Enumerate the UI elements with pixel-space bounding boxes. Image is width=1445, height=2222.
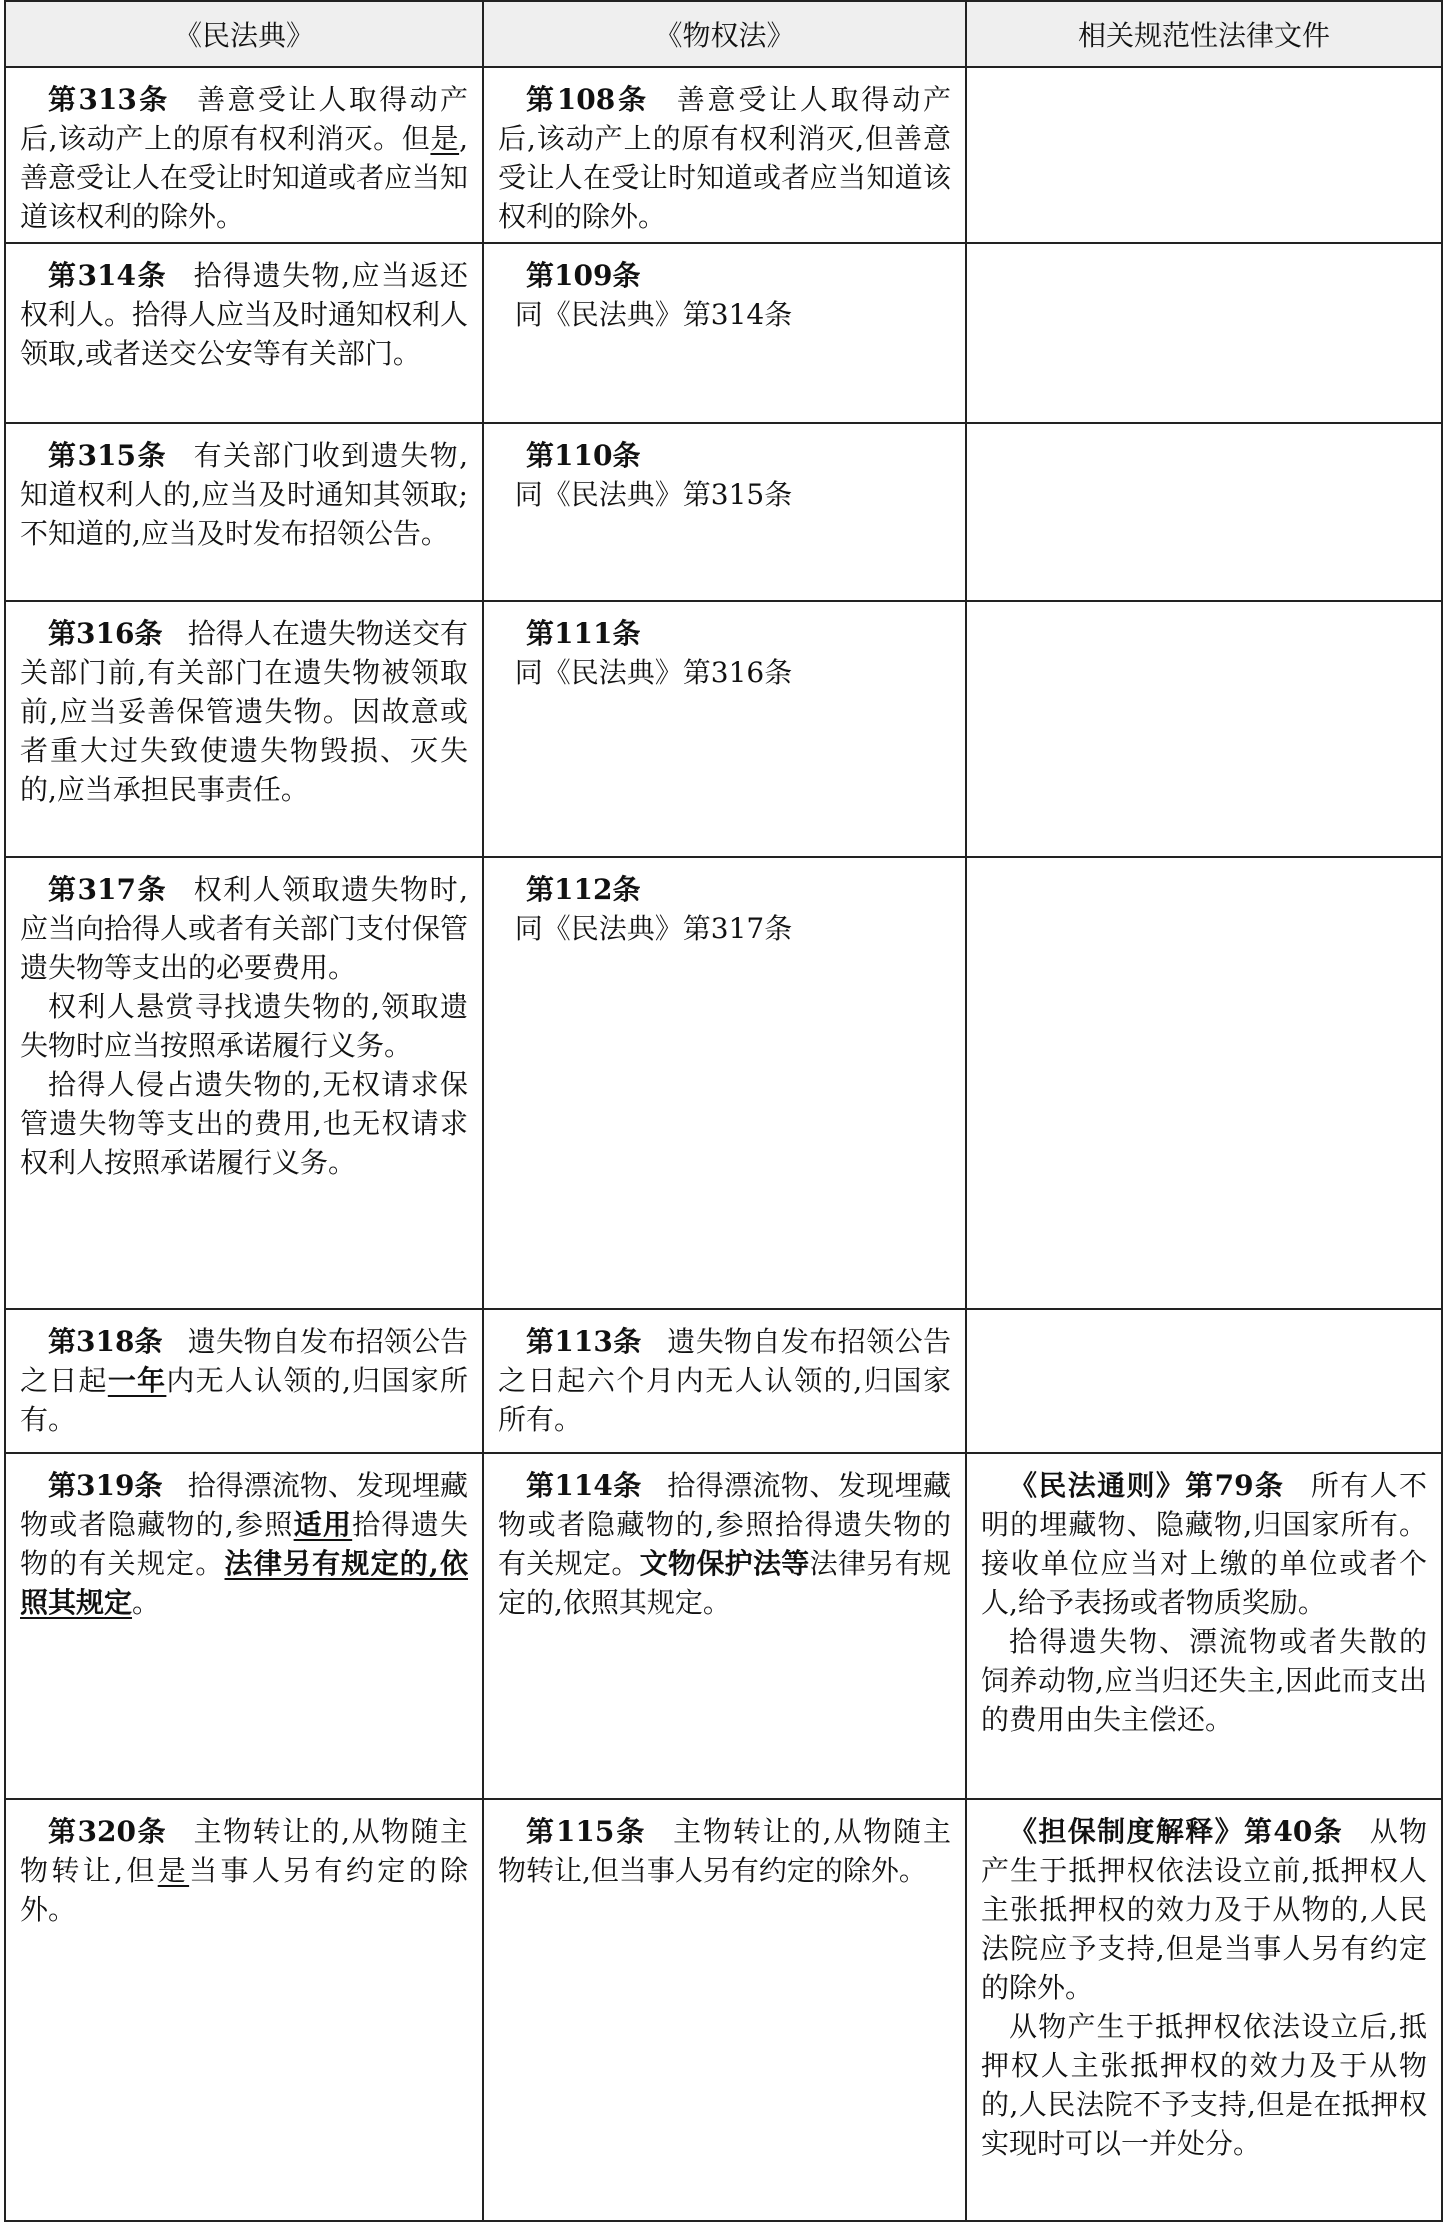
article-paragraph: 拾得人侵占遗失物的,无权请求保管遗失物等支出的费用,也无权请求权利人按照承诺履行义务。: [20, 1068, 468, 1179]
article-number: 第108条: [526, 83, 649, 116]
article-text: 有关部门收到遗失物,知道权利人的,应当及时通知其领取;不知道的,应当及时发布招领公告。: [20, 439, 468, 550]
article-number: 第316条: [48, 617, 163, 650]
article-text: 内无人认领的,归国家所有。: [20, 1364, 468, 1436]
article-text: 同《民法典》第317条: [514, 912, 793, 945]
related-document-cell: [966, 601, 1442, 857]
table-row: [5, 1453, 1442, 1799]
civil-code-cell: [5, 243, 483, 423]
amended-text: 一年: [107, 1364, 167, 1397]
related-document-cell: [966, 423, 1442, 601]
related-document-cell: [966, 857, 1442, 1309]
amended-text: 法律另有规定的,依照其规定: [20, 1547, 468, 1619]
article-number: 第320条: [48, 1815, 167, 1848]
article-text: 当事人另有约定的除外。: [20, 1854, 468, 1926]
article-text: 善意受让人取得动产后,该动产上的原有权利消灭,但善意受让人在受让时知道或者应当知道该权利的除外。: [498, 83, 951, 233]
property-law-cell: [483, 1453, 966, 1799]
document-paragraph: 从物产生于抵押权依法设立后,抵押权人主张抵押权的效力及于从物的,人民法院不予支持,但是在抵押权实现时可以一并处分。: [981, 2010, 1427, 2160]
document-text: 所有人不明的埋藏物、隐藏物,归国家所有。接收单位应当对上缴的单位或者个人,给予表扬或者物质奖励。: [981, 1469, 1427, 1619]
civil-code-cell: [5, 1309, 483, 1453]
article-text: 法律另有规定的,依照其规定。: [498, 1547, 951, 1619]
related-document-cell: [966, 1309, 1442, 1453]
table-header-row: [5, 1, 1442, 67]
article-number: 第112条: [526, 873, 641, 906]
article-text: 拾得遗失物的有关规定。: [20, 1508, 468, 1580]
header-related-documents: 相关规范性法律文件: [966, 1, 1442, 67]
article-text: 拾得人在遗失物送交有关部门前,有关部门在遗失物被领取前,应当妥善保管遗失物。因故意或者重大过失致使遗失物毁损、灭失的,应当承担民事责任。: [20, 617, 468, 806]
article-number: 第313条: [48, 83, 170, 116]
civil-code-cell: [5, 1799, 483, 2221]
property-law-cell: [483, 601, 966, 857]
related-document-cell: [966, 243, 1442, 423]
article-text: 拾得漂流物、发现埋藏物或者隐藏物的,参照拾得遗失物的有关规定。: [498, 1469, 951, 1580]
header-civil-code: 《民法典》: [5, 1, 483, 67]
article-number: 第111条: [526, 617, 641, 650]
civil-code-cell: [5, 1453, 483, 1799]
article-text: 主物转让的,从物随主物转让,但: [20, 1815, 468, 1887]
article-text: 遗失物自发布招领公告之日起六个月内无人认领的,归国家所有。: [498, 1325, 951, 1436]
property-law-cell: [483, 1309, 966, 1453]
document-text: 从物产生于抵押权依法设立前,抵押权人主张抵押权的效力及于从物的,人民法院应予支持,但是当事人另有约定的除外。: [981, 1815, 1427, 2004]
civil-code-cell: [5, 423, 483, 601]
article-number: 第110条: [526, 439, 641, 472]
article-number: 第317条: [48, 873, 167, 906]
article-text: 。: [132, 1586, 161, 1619]
civil-code-cell: [5, 67, 483, 243]
deleted-text: 文物保护法等: [639, 1547, 810, 1580]
article-text: 同《民法典》第315条: [514, 478, 793, 511]
article-number: 第319条: [48, 1469, 163, 1502]
article-number: 第109条: [526, 259, 641, 292]
article-paragraph: 权利人悬赏寻找遗失物的,领取遗失物时应当按照承诺履行义务。: [20, 990, 468, 1062]
amended-text: 适用: [293, 1508, 353, 1541]
property-law-cell: [483, 67, 966, 243]
article-text: 同《民法典》第314条: [514, 298, 793, 331]
article-number: 第113条: [526, 1325, 642, 1358]
article-text: 拾得遗失物,应当返还权利人。拾得人应当及时通知权利人领取,或者送交公安等有关部门。: [20, 259, 469, 370]
article-text: 权利人领取遗失物时,应当向拾得人或者有关部门支付保管遗失物等支出的必要费用。: [20, 873, 469, 984]
table-row: [5, 857, 1442, 1309]
related-document-cell: [966, 1799, 1442, 2221]
article-number: 第318条: [48, 1325, 163, 1358]
property-law-cell: [483, 423, 966, 601]
amended-text: 是: [157, 1854, 190, 1887]
property-law-cell: [483, 1799, 966, 2221]
related-document-cell: [966, 1453, 1442, 1799]
civil-code-cell: [5, 857, 483, 1309]
article-text: 主物转让的,从物随主物转让,但当事人另有约定的除外。: [498, 1815, 951, 1887]
document-source: 《担保制度解释》第40条: [1009, 1815, 1344, 1848]
law-comparison-table: [4, 0, 1443, 2222]
table-row: [5, 601, 1442, 857]
property-law-cell: [483, 243, 966, 423]
table-row: [5, 243, 1442, 423]
header-property-law: 《物权法》: [483, 1, 966, 67]
article-text: 遗失物自发布招领公告之日起: [20, 1325, 468, 1397]
table-row: [5, 67, 1442, 243]
table-row: [5, 1799, 1442, 2221]
document-paragraph: 拾得遗失物、漂流物或者失散的饲养动物,应当归还失主,因此而支出的费用由失主偿还。: [981, 1625, 1427, 1736]
amended-text: 是: [430, 122, 460, 155]
article-number: 第115条: [526, 1815, 647, 1848]
article-number: 第314条: [48, 259, 167, 292]
table-row: [5, 423, 1442, 601]
document-source: 《民法通则》第79条: [1009, 1469, 1285, 1502]
property-law-cell: [483, 857, 966, 1309]
article-number: 第315条: [48, 439, 167, 472]
article-text: 拾得漂流物、发现埋藏物或者隐藏物的,参照: [20, 1469, 468, 1541]
article-number: 第114条: [526, 1469, 642, 1502]
civil-code-cell: [5, 601, 483, 857]
table-row: [5, 1309, 1442, 1453]
article-text: ,善意受让人在受让时知道或者应当知道该权利的除外。: [20, 122, 469, 233]
related-document-cell: [966, 67, 1442, 243]
article-text: 善意受让人取得动产后,该动产上的原有权利消灭。但: [20, 83, 468, 155]
article-text: 同《民法典》第316条: [514, 656, 793, 689]
